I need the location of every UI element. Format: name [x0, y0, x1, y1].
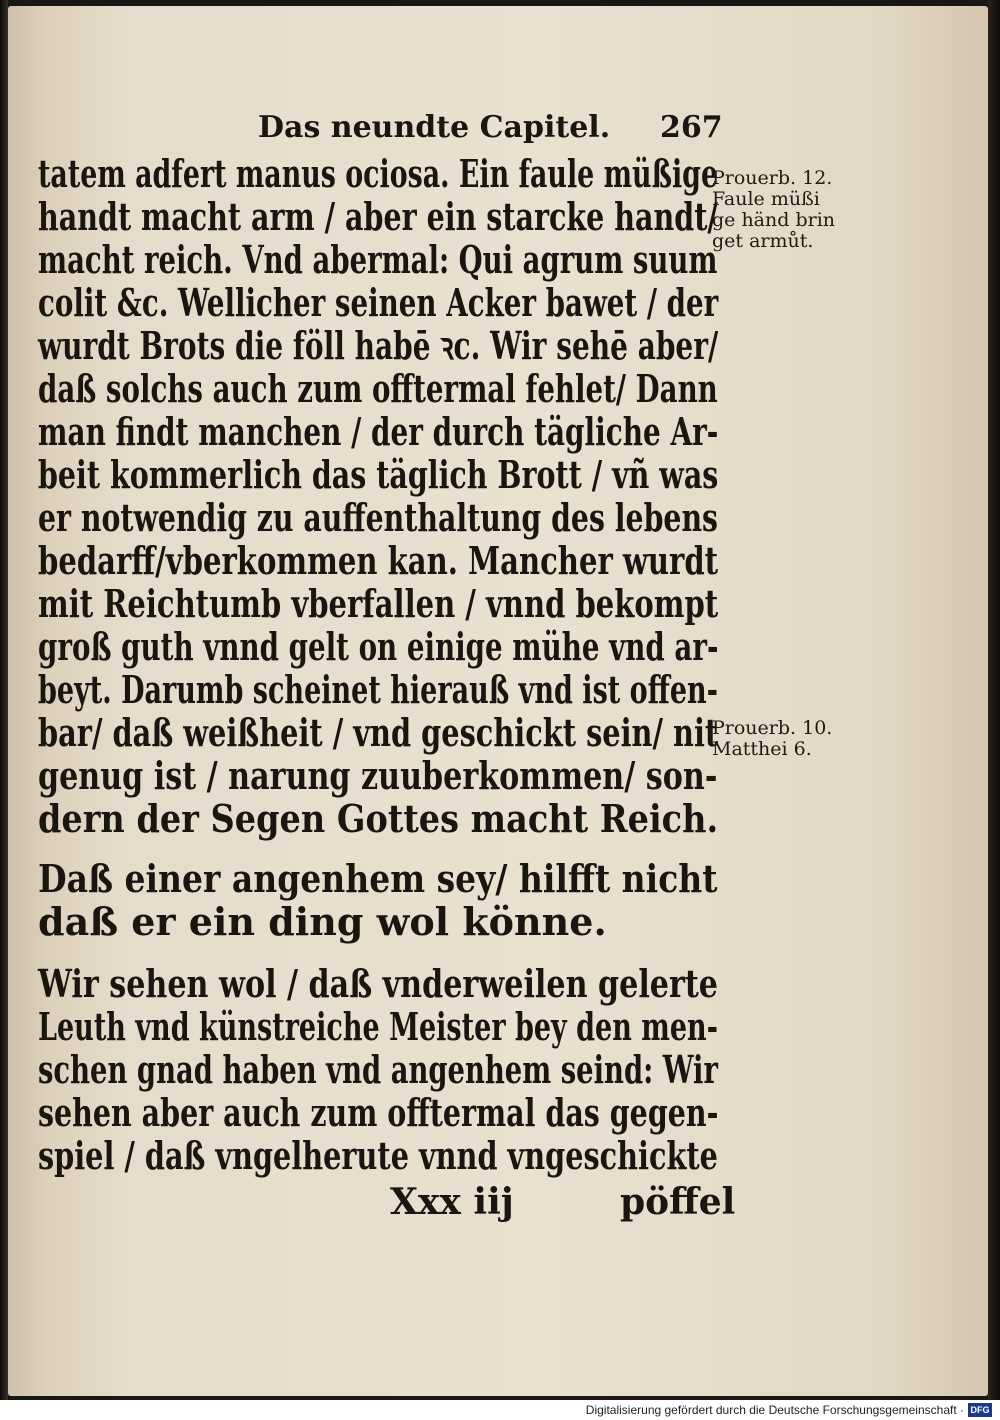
signature-mark: Xxx iij: [390, 1181, 514, 1223]
text-line: beit kommerlich das täglich Brott / vñ was: [38, 452, 719, 497]
text-line: Wir sehen wol / daß vnderweilen gelerte: [38, 961, 719, 1006]
book-edge-left: [0, 0, 8, 1400]
digitization-credit: Digitalisierung gefördert durch die Deutsche Forschungsgemeinschaft ·: [585, 1403, 964, 1417]
text-line: macht reich. Vnd abermal: Qui agrum suum: [38, 237, 718, 282]
section-heading-line: daß er ein ding wol könne.: [38, 899, 607, 944]
margin-note-line: Prouerb. 10.: [712, 717, 833, 739]
text-line: tatem adfert manus ociosa. Ein faule müßige: [38, 151, 719, 196]
text-line: daß solchs auch zum offtermal fehlet/ Dann: [38, 366, 718, 411]
text-line: spiel / daß vngelherute vnnd vngeschickte: [38, 1133, 718, 1178]
section-heading-line: Daß einer angenhem sey/ hilfft nicht: [38, 856, 718, 901]
margin-note-line: Matthei 6.: [712, 738, 812, 760]
margin-note-line: Prouerb. 12.: [712, 167, 833, 189]
text-line: er notwendig zu auffenthaltung des lebens: [38, 495, 719, 540]
dfg-logo-icon: DFG: [968, 1403, 992, 1417]
text-line: dern der Segen Gottes macht Reich.: [38, 796, 719, 841]
book-edge-right: [988, 0, 1000, 1400]
text-line: handt macht arm / aber ein starcke handt/: [38, 194, 718, 239]
text-line: groß guth vnnd gelt on einige mühe vnd ar-: [38, 624, 719, 669]
text-line: man findt manchen / der durch tägliche Ar-: [38, 409, 719, 454]
margin-note-line: ge händ brin: [712, 209, 836, 231]
text-line: mit Reichtumb vberfallen / vnnd bekompt: [38, 581, 719, 626]
margin-note-line: Faule müßi: [712, 188, 820, 210]
text-line: bedarff/vberkommen kan. Mancher wurdt: [38, 538, 719, 583]
text-line: schen gnad haben vnd angenhem seind: Wir: [38, 1047, 718, 1092]
page-number: 267: [660, 110, 723, 145]
text-line: beyt. Darumb scheinet hierauß vnd ist offen-: [38, 667, 718, 712]
margin-note-2: [712, 718, 862, 760]
text-line: genug ist / narung zuuberkommen/ son-: [38, 753, 718, 798]
margin-note-line: get armůt.: [712, 230, 814, 252]
catchword: pöffel: [620, 1181, 736, 1223]
running-header: [258, 108, 723, 148]
text-line: wurdt Brots die föll habē ꝛc. Wir sehē aber/: [38, 323, 719, 368]
text-line: sehen aber auch zum offtermal das gegen-: [38, 1090, 719, 1135]
text-line: colit &c. Wellicher seinen Acker bawet / der: [38, 280, 719, 325]
text-line: bar/ daß weißheit / vnd geschickt sein/ nit: [38, 710, 719, 755]
text-line: Leuth vnd künstreiche Meister bey den men-: [38, 1004, 718, 1049]
margin-note-1: [712, 168, 862, 252]
running-title: Das neundte Capitel.: [258, 110, 611, 145]
